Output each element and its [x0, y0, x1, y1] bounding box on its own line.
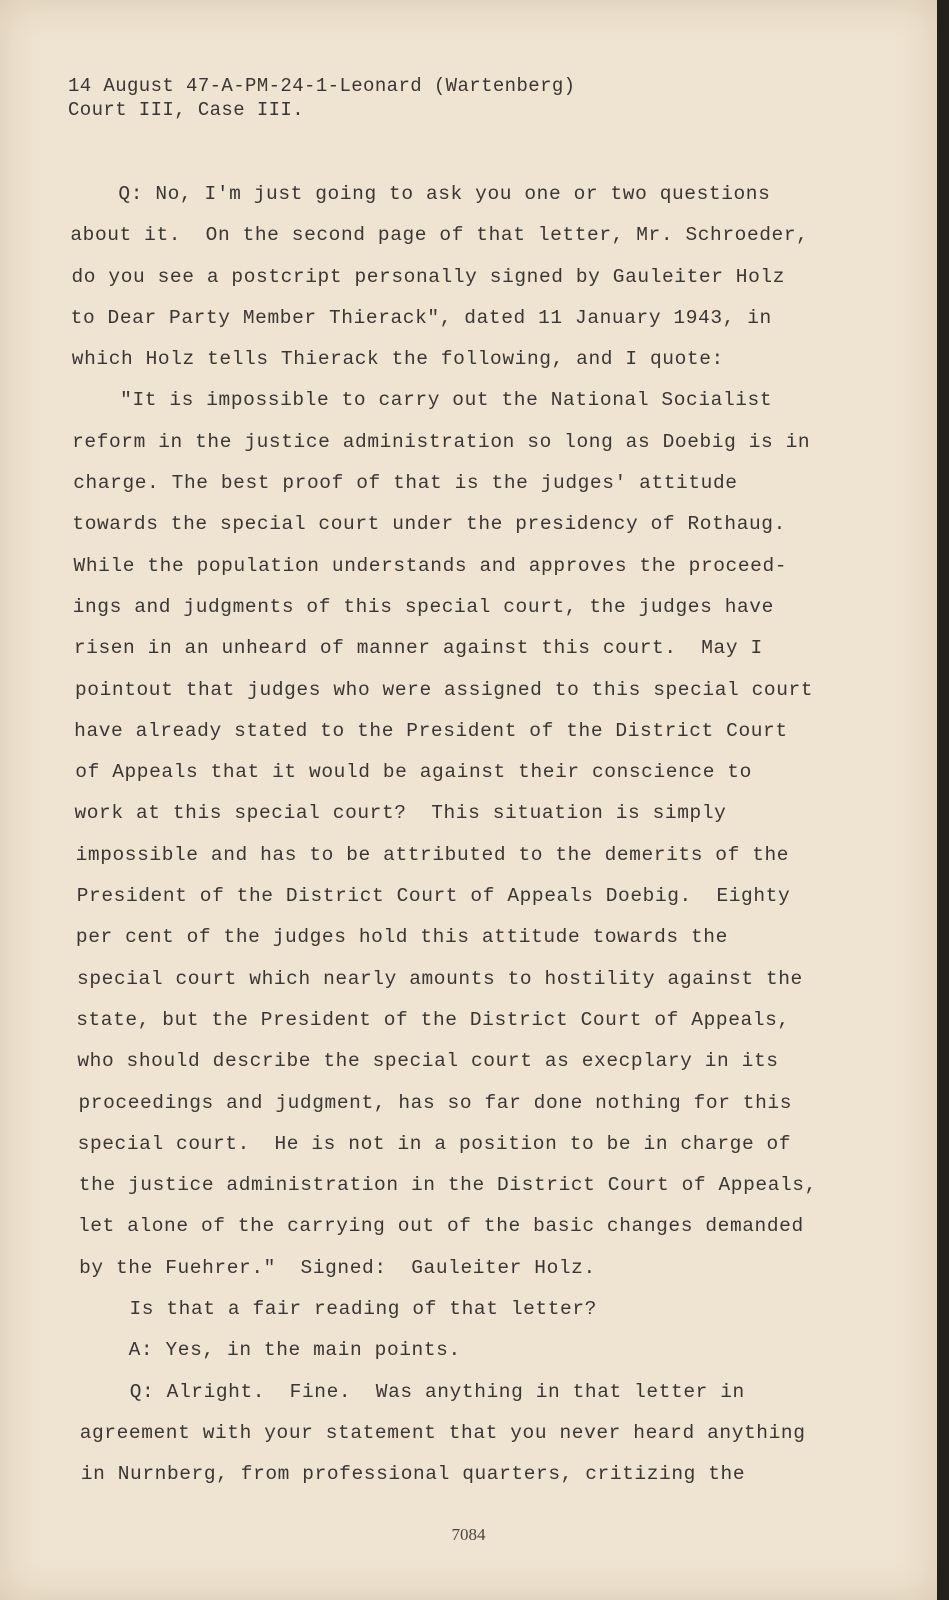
transcript-line: towards the special court under the presidency of Rothaug.	[72, 513, 786, 536]
transcript-line: President of the District Court of Appeals Doebig. Eighty	[76, 885, 791, 908]
transcript-line: about it. On the second page of that letter, Mr. Schroeder,	[70, 224, 809, 247]
header-session-line: 14 August 47-A-PM-24-1-Leonard (Wartenberg)	[68, 75, 576, 97]
transcript-line: state, but the President of the District Court of Appeals,	[76, 1008, 790, 1031]
transcript-line: reform in the justice administration so long as Doebig is in	[72, 430, 811, 453]
transcript-line: Q: Alright. Fine. Was anything in that letter in	[80, 1380, 745, 1403]
transcript-line: to Dear Party Member Thierack", dated 11 January 1943, in	[70, 306, 772, 329]
transcript-line: who should describe the special court as execplary in its	[77, 1050, 779, 1073]
transcript-line: of Appeals that it would be against their conscience to	[75, 761, 752, 784]
transcript-line: Q: No, I'm just going to ask you one or two questions	[69, 183, 771, 205]
transcript-line: special court. He is not in a position to be in charge of	[77, 1132, 792, 1155]
transcript-line: special court which nearly amounts to hostility against the	[77, 967, 803, 990]
transcript-line: in Nurnberg, from professional quarters, critizing the	[80, 1463, 746, 1486]
transcript-line: which Holz tells Thierack the following, and I quote:	[71, 348, 724, 371]
transcript-line: While the population understands and approves the proceed-	[73, 554, 788, 577]
transcript-line: Is that a fair reading of that letter?	[80, 1298, 597, 1321]
transcript-line: pointout that judges who were assigned to this special court	[75, 678, 814, 701]
transcript-line: per cent of the judges hold this attitude towards the	[75, 926, 728, 949]
transcript-line: charge. The best proof of that is the judges' attitude	[73, 472, 738, 495]
transcript-line: agreement with your statement that you never heard anything	[79, 1421, 806, 1444]
transcript-line: "It is impossible to carry out the National Socialist	[70, 389, 773, 412]
scan-edge	[937, 0, 949, 1600]
transcript-line: A: Yes, in the main points.	[79, 1339, 461, 1362]
transcript-line: the justice administration in the District Court of Appeals,	[78, 1174, 817, 1197]
transcript-line: proceedings and judgment, has so far done nothing for this	[78, 1091, 793, 1114]
transcript-line: ings and judgments of this special court, the judges have	[72, 595, 774, 618]
transcript-line: work at this special court? This situation is simply	[74, 802, 727, 825]
transcript-line: do you see a postcript personally signed by Gauleiter Holz	[71, 265, 786, 288]
transcript-line: impossible and has to be attributed to the demerits of the	[75, 843, 790, 866]
document-header	[68, 74, 575, 122]
page-number: 7084	[451, 1525, 486, 1544]
transcript-body	[69, 174, 817, 1496]
transcript-line: have already stated to the President of the District Court	[74, 719, 788, 742]
transcript-line: by the Fuehrer." Signed: Gauleiter Holz.	[79, 1256, 596, 1279]
transcript-line: risen in an unheard of manner against this court. May I	[73, 637, 763, 660]
header-court-line: Court III, Case III.	[68, 99, 305, 121]
transcript-line: let alone of the carrying out of the basic changes demanded	[77, 1215, 804, 1238]
